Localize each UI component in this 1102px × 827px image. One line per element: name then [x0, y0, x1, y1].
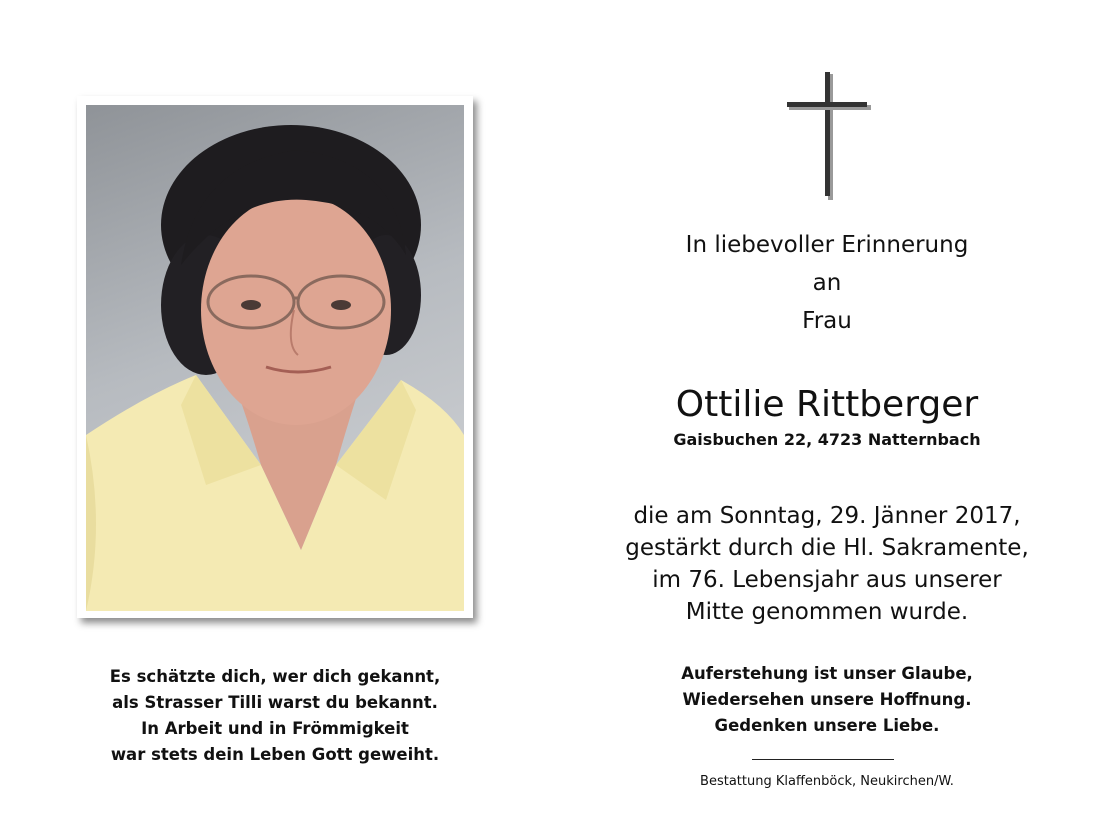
- portrait-illustration: [86, 105, 464, 611]
- portrait-photo: [86, 105, 464, 611]
- intro-text: [600, 226, 1054, 340]
- intro-line: Frau: [802, 308, 852, 334]
- funeral-home: Bestattung Klaffenböck, Neukirchen/W.: [700, 774, 954, 789]
- portrait-frame: [77, 96, 473, 618]
- divider: [752, 759, 894, 760]
- death-line: im 76. Lebensjahr aus unserer: [652, 567, 1002, 593]
- faith-line: Gedenken unsere Liebe.: [714, 716, 940, 735]
- deceased-address: Gaisbuchen 22, 4723 Natternbach: [673, 430, 981, 449]
- death-line: Mitte genommen wurde.: [685, 599, 969, 625]
- intro-line: an: [812, 270, 842, 296]
- deceased-name: Ottilie Rittberger: [675, 384, 979, 425]
- poem-line: Es schätzte dich, wer dich gekannt,: [109, 667, 441, 686]
- memorial-poem: [60, 664, 490, 768]
- poem-line: als Strasser Tilli warst du bekannt.: [112, 693, 438, 712]
- intro-line: In liebevoller Erinnerung: [685, 232, 969, 258]
- death-line: die am Sonntag, 29. Jänner 2017,: [633, 503, 1021, 529]
- death-line: gestärkt durch die Hl. Sakramente,: [625, 535, 1029, 561]
- poem-line: war stets dein Leben Gott geweiht.: [110, 745, 440, 764]
- cross-icon: [787, 72, 871, 200]
- faith-line: Auferstehung ist unser Glaube,: [681, 664, 973, 683]
- faith-line: Wiedersehen unsere Hoffnung.: [682, 690, 972, 709]
- faith-verse: [600, 661, 1054, 739]
- poem-line: In Arbeit und in Frömmigkeit: [141, 719, 409, 738]
- death-notice: [600, 500, 1054, 628]
